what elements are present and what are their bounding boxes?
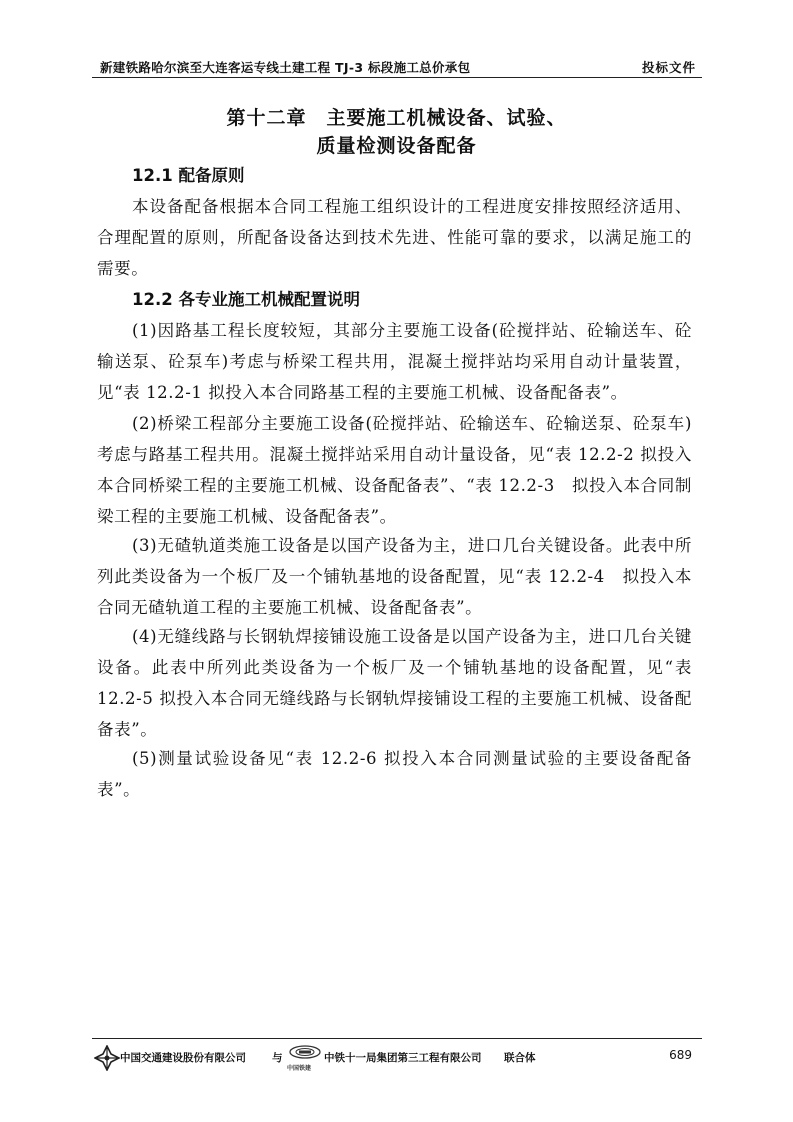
page-number: 689 xyxy=(669,1048,692,1062)
page-footer xyxy=(92,1038,702,1079)
section-heading-12-1: 12.1 配备原则 xyxy=(132,166,245,185)
page-header xyxy=(92,55,702,78)
chapter-title-line1: 第十二章 主要施工机械设备、试验、 xyxy=(226,107,567,129)
footer-and: 与 xyxy=(272,1052,283,1064)
paragraph-item-4: (4)无缝线路与长钢轨焊接铺设施工设备是以国产设备为主，进口几台关键设备。此表中所列此类设备为一个板厂及一个铺轨基地的设备配置，见“表 12.2-5 拟投入本合同无缝线路与长钢轨焊接铺设工程的主要施工机械、设备配备表”。 xyxy=(97,627,692,739)
footer-consortium: 联合体 xyxy=(504,1052,536,1064)
paragraph-item-1: (1)因路基工程长度较短，其部分主要施工设备(砼搅拌站、砼输送车、砼输送泵、砼泵车)考虑与桥梁工程共用，混凝土搅拌站均采用自动计量装置，见“表 12.2-1 拟投入本合同路基工程的主要施工机械、设备配备表”。 xyxy=(97,321,692,402)
crcc-logo-icon xyxy=(288,1044,322,1060)
footer-company-1: 中国交通建设股份有限公司 xyxy=(120,1052,246,1064)
paragraph-item-2: (2)桥梁工程部分主要施工设备(砼搅拌站、砼输送车、砼输送泵、砼泵车) 考虑与路基工程共用。混凝土搅拌站采用自动计量设备，见“表 12.2-2 拟投入本合同桥梁工程的主要施工机械、设备配备表”、“表 12.2-3 拟投入本合同制梁工程的主要施工机械、设备配备表”。 xyxy=(97,414,692,526)
paragraph-item-3: (3)无碴轨道类施工设备是以国产设备为主，进口几台关键设备。此表中所列此类设备为一个板厂及一个铺轨基地的设备配置，见“表 12.2-4 拟投入本合同无碴轨道工程的主要施工机械、设备配备表”。 xyxy=(97,536,692,617)
chapter-title-line2: 质量检测设备配备 xyxy=(316,135,477,157)
paragraph-item-5: (5)测量试验设备见“表 12.2-6 拟投入本合同测量试验的主要设备配备表”。 xyxy=(97,749,692,799)
crcc-logo-caption: 中国铁建 xyxy=(287,1065,312,1072)
cccc-logo-icon xyxy=(94,1045,120,1071)
header-doc-type: 投标文件 xyxy=(641,60,696,75)
paragraph-principle: 本设备配备根据本合同工程施工组织设计的工程进度安排按照经济适用、合理配置的原则，所配备设备达到技术先进、性能可靠的要求，以满足施工的需要。 xyxy=(97,197,692,278)
section-heading-12-2: 12.2 各专业施工机械配置说明 xyxy=(132,290,360,309)
header-project-title: 新建铁路哈尔滨至大连客运专线土建工程 TJ-3 标段施工总价承包 xyxy=(100,60,471,75)
footer-company-2: 中铁十一局集团第三工程有限公司 xyxy=(324,1052,482,1064)
